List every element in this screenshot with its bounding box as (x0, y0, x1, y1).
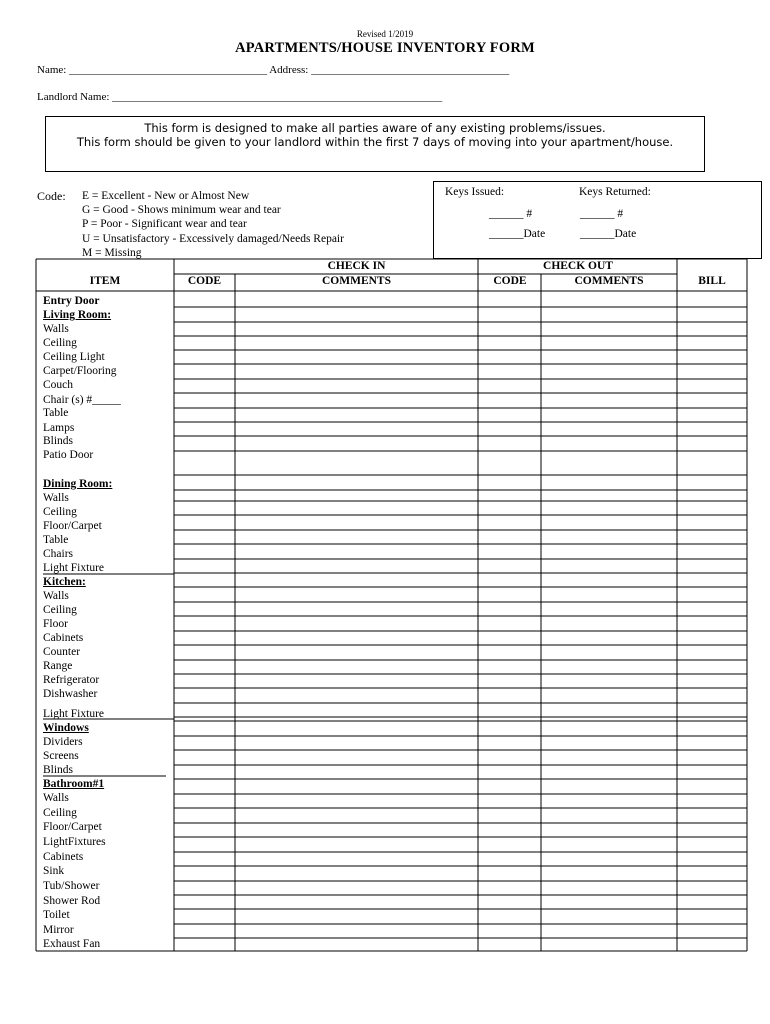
item-label: Range (43, 660, 73, 672)
check-in-header: CHECK IN (327, 260, 386, 272)
item-label: LightFixtures (43, 836, 106, 848)
notice-line-2: This form should be given to your landlord within the first 7 days of moving into your apartment/house. (76, 135, 674, 149)
bill-column-header: BILL (698, 275, 726, 287)
section-heading: Bathroom#1 (43, 778, 105, 790)
item-label: Walls (43, 323, 69, 335)
item-label: Ceiling (43, 604, 77, 616)
section-heading: Dining Room: (43, 478, 113, 490)
item-label: Lamps (43, 422, 75, 434)
code-label: Code: (37, 189, 66, 203)
form-title: APARTMENTS/HOUSE INVENTORY FORM (235, 40, 535, 56)
item-label: Blinds (43, 435, 74, 447)
keys-issued-label: Keys Issued: (445, 186, 505, 198)
landlord-name-line: Landlord Name: ____________________________________________________________ (37, 91, 443, 103)
item-label: Sink (43, 865, 65, 877)
revised-date: Revised 1/2019 (356, 29, 414, 39)
item-label: Cabinets (43, 632, 84, 644)
item-label: Tub/Shower (43, 880, 100, 892)
item-label: Carpet/Flooring (43, 365, 117, 377)
item-label: Floor (43, 618, 68, 630)
item-column-header: ITEM (89, 275, 121, 287)
item-label: Dividers (43, 736, 83, 748)
item-label: Couch (43, 379, 74, 391)
item-label: Table (43, 534, 69, 546)
item-label: Counter (43, 646, 81, 658)
notice-line-1: This form is designed to make all parties aware of any existing problems/issues. (144, 121, 606, 135)
item-label: Table (43, 407, 69, 419)
item-label: Walls (43, 792, 69, 804)
item-label: Patio Door (43, 449, 94, 461)
keys-returned-label: Keys Returned: (579, 186, 651, 198)
code-legend (82, 189, 344, 260)
name-address-line: Name: ____________________________________ Address: ____________________________________ (37, 64, 510, 76)
code-item: P = Poor - Significant wear and tear (82, 218, 247, 231)
item-label: Ceiling (43, 807, 77, 819)
notice-box (45, 116, 705, 172)
item-label: Floor/Carpet (43, 520, 102, 532)
section-heading: Living Room: (43, 309, 112, 321)
code-item: G = Good - Shows minimum wear and tear (82, 204, 281, 217)
item-label: Toilet (43, 909, 70, 921)
item-label: Shower Rod (43, 895, 101, 907)
keys-issued-date[interactable]: ______Date (489, 228, 546, 240)
item-label: Entry Door (43, 295, 100, 307)
item-label: Ceiling Light (43, 351, 105, 363)
code-item: E = Excellent - New or Almost New (82, 190, 250, 202)
checkin-comments-column-header: COMMENTS (322, 275, 391, 287)
keys-returned-number[interactable]: ______ # (580, 208, 624, 220)
item-label: Dishwasher (43, 688, 98, 700)
item-label: Floor/Carpet (43, 821, 102, 833)
item-label: Ceiling (43, 337, 77, 349)
item-label: Chair (s) #_____ (43, 394, 121, 406)
item-label: Exhaust Fan (43, 938, 101, 950)
section-heading: Kitchen: (43, 576, 86, 588)
item-label: Walls (43, 492, 69, 504)
checkout-comments-column-header: COMMENTS (574, 275, 644, 287)
keys-returned-date[interactable]: ______Date (580, 228, 637, 240)
item-label: Blinds (43, 764, 74, 776)
checkin-code-column-header: CODE (187, 275, 222, 287)
code-item: U = Unsatisfactory - Excessively damaged/Needs Repair (82, 232, 344, 245)
section-heading: Windows (43, 722, 89, 734)
item-label: Walls (43, 590, 69, 602)
checkout-code-column-header: CODE (493, 275, 527, 287)
item-label: Mirror (43, 924, 74, 936)
item-label: Cabinets (43, 851, 84, 863)
keys-box (433, 181, 762, 259)
item-label: Light Fixture (43, 562, 105, 574)
item-label: Refrigerator (43, 674, 100, 686)
item-label: Screens (43, 750, 79, 762)
keys-issued-number[interactable]: ______ # (489, 208, 533, 220)
item-label: Chairs (43, 548, 74, 560)
item-label: Light Fixture (43, 708, 105, 720)
item-label: Ceiling (43, 506, 77, 518)
check-out-header: CHECK OUT (543, 260, 613, 272)
code-item: M = Missing (82, 246, 142, 259)
